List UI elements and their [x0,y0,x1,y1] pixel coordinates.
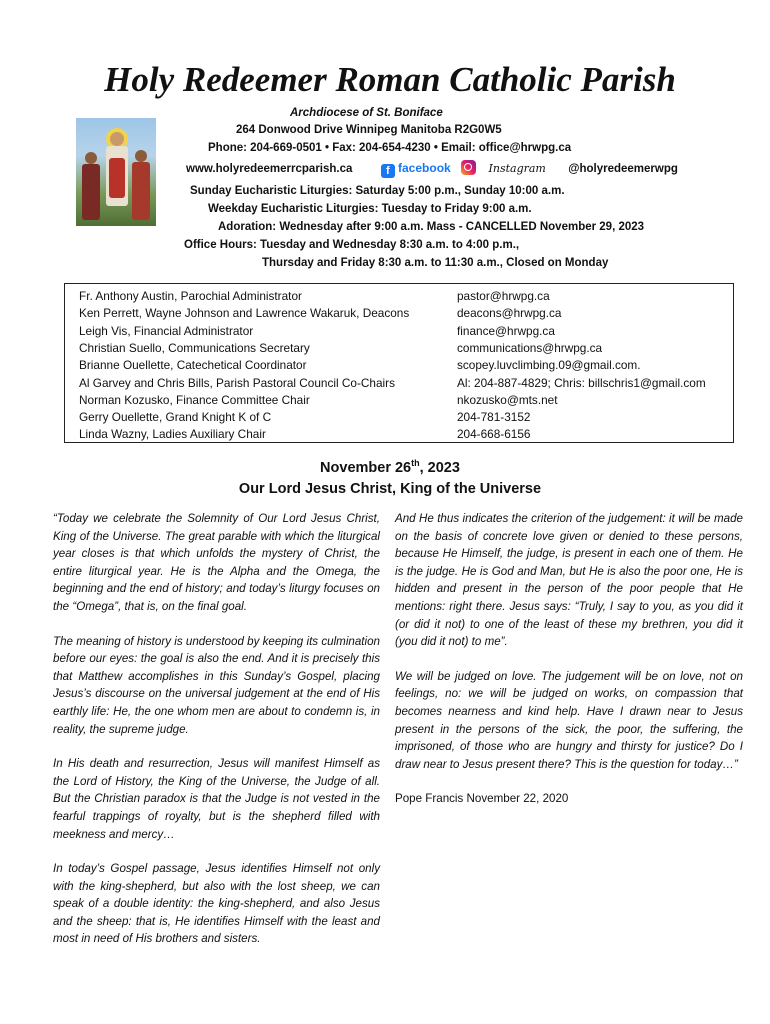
paragraph: The meaning of history is understood by keeping its culmination before our eyes: the goal is also the end. And it is precisely this that Matthew accomplishes in this Sunday’s Gospel, placing Jesus’s discourse on the universal judgement at the end of His earthly life: He, the one whom men are about to condemn is, in reality, the supreme judge. [53,634,380,736]
paragraph: And He thus indicates the criterion of the judgement: it will be made on the basis of concrete love given or denied to these persons, because He Himself, the judge, is present in each one of them. He is the judge. He is God and Man, but He is also the poor one, He is hidden and present in the person of the poor people that He mentions: right there. Jesus says: “Truly, I say to you, as you did it (or did it not) to one of the least of these my brethren, you did it (you did it not) to me”. [395,512,743,649]
staff-contact[interactable]: deacons@hrwpg.ca [457,306,562,321]
staff-role: Christian Suello, Communications Secretary [79,340,310,355]
social-line [186,160,678,178]
facebook-icon[interactable]: f [381,164,395,178]
staff-role: Norman Kozusko, Finance Committee Chair [79,392,310,407]
weekday-liturgies: Weekday Eucharistic Liturgies: Tuesday to Friday 9:00 a.m. [208,203,532,215]
staff-contact[interactable]: 204-781-3152 [457,410,531,425]
staff-role: Al Garvey and Chris Bills, Parish Pastoral Council Co-Chairs [79,375,396,390]
reflection-right-column [395,510,743,808]
staff-contact[interactable]: finance@hrwpg.ca [457,323,555,338]
office-hours-2: Thursday and Friday 8:30 a.m. to 11:30 a.m., Closed on Monday [262,257,609,269]
staff-role: Fr. Anthony Austin, Parochial Administrator [79,289,302,303]
instagram-label[interactable]: Instagram [488,162,546,175]
staff-contact[interactable]: 204-668-6156 [457,427,531,442]
staff-contact[interactable]: communications@hrwpg.ca [457,340,603,355]
phone-line: Phone: 204-669-0501 • Fax: 204-654-4230 • Email: office@hrwpg.ca [208,142,572,154]
staff-contact[interactable]: Al: 204-887-4829; Chris: billschris1@gmail.com [457,375,706,390]
bulletin-date: November 26th, 2023 [320,458,460,476]
christ-the-king-icon [76,118,156,226]
staff-role: Gerry Ouellette, Grand Knight K of C [79,410,272,425]
address: 264 Donwood Drive Winnipeg Manitoba R2G0W5 [236,124,502,136]
paragraph: “Today we celebrate the Solemnity of Our Lord Jesus Christ, King of the Universe. The great parable with which the liturgical year closes is that which unfolds the mystery of Christ, the entire liturgical year. He is the Alpha and the Omega, the beginning and the end of history; and today’s liturgy focuses on the “Omega”, that is, on the final goal. [53,512,380,613]
paragraph: In His death and resurrection, Jesus will manifest Himself as the Lord of History, the King of the Universe, the Judge of all. But the Christian paradox is that the Judge is not vested in the fearful trappings of royalty, but is the shepherd filled with meekness and mercy… [53,757,380,841]
website-link[interactable]: www.holyredeemerrcparish.ca [186,163,353,175]
instagram-icon[interactable] [461,160,476,175]
staff-role: Leigh Vis, Financial Administrator [79,323,254,338]
staff-role: Ken Perrett, Wayne Johnson and Lawrence Wakaruk, Deacons [79,306,410,321]
social-handle: @holyredeemerwpg [568,163,678,175]
staff-role: Linda Wazny, Ladies Auxiliary Chair [79,427,266,442]
office-hours-1: Office Hours: Tuesday and Wednesday 8:30 a.m. to 4:00 p.m., [184,239,520,251]
reflection-left-column [53,510,380,948]
parish-title: Holy Redeemer Roman Catholic Parish [104,60,676,99]
facebook-label[interactable]: facebook [398,161,451,175]
feast-title: Our Lord Jesus Christ, King of the Universe [238,481,542,497]
staff-contact[interactable]: nkozusko@mts.net [457,392,558,407]
staff-contact[interactable]: scopey.luvclimbing.09@gmail.com. [457,358,641,373]
archdiocese: Archdiocese of St. Boniface [290,107,443,119]
paragraph: In today’s Gospel passage, Jesus identifies Himself not only with the king-shepherd, but also with the lost sheep, we can speak of a double identity: the king-shepherd, and also Jesus and the sheep: that is, He identifies Himself with the least and most in need of His brothers and sisters. [53,862,380,946]
staff-role: Brianne Ouellette, Catechetical Coordinator [79,358,307,373]
attribution: Pope Francis November 22, 2020 [395,792,569,806]
adoration-notice: Adoration: Wednesday after 9:00 a.m. Mass - CANCELLED November 29, 2023 [218,221,645,233]
paragraph: We will be judged on love. The judgement will be on love, not on feelings, no: we will be judged on works, on compassion that becomes nearness and kind help. Have I drawn near to Jesus present in the persons of the sick, the poor, the suffering, the imprisoned, of those who are hungry and thirsty for justice? Do I draw near to Jesus present there? This is the question for today…” [395,669,743,771]
staff-contact[interactable]: pastor@hrwpg.ca [457,289,550,303]
sunday-liturgies: Sunday Eucharistic Liturgies: Saturday 5:00 p.m., Sunday 10:00 a.m. [190,185,565,197]
